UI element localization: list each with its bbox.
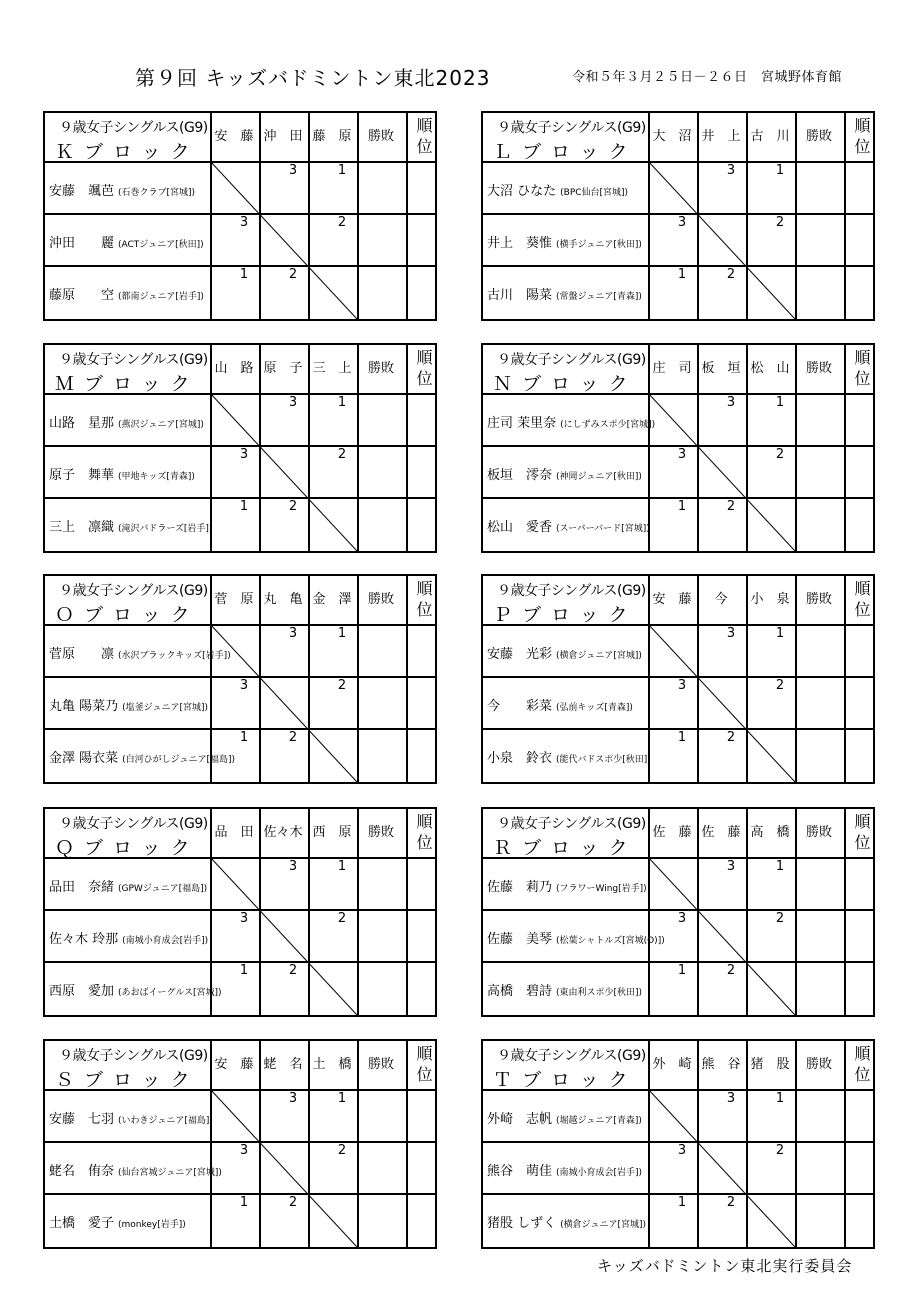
player-club: (常盤ジュニア[青森]) [556, 292, 642, 302]
column-header: 西 原 [312, 825, 352, 840]
column-header: 山 路 [214, 361, 254, 376]
player-name: 品田 奈緒 [49, 880, 115, 895]
win-loss-header: 勝敗 [805, 361, 832, 376]
player-row [49, 980, 222, 999]
player-name: 佐藤 莉乃 [487, 880, 553, 895]
block-header [483, 1041, 648, 1089]
match-score: 2 [337, 1143, 347, 1158]
match-score: 2 [726, 267, 736, 282]
category-label: ９歳女子シングルス(G9) [497, 1048, 646, 1064]
player-row [487, 232, 642, 251]
block-t [481, 1039, 875, 1249]
rank-header-top: 順 [416, 812, 433, 831]
win-loss-header: 勝敗 [367, 129, 394, 144]
match-score: 3 [726, 163, 736, 178]
player-name: 佐々木 玲那 [49, 932, 119, 947]
rank-header-bottom: 位 [854, 833, 871, 852]
organizer-footer: キッズバドミントン東北実行委員会 [597, 1257, 853, 1275]
block-header [45, 1041, 210, 1089]
player-name: 小泉 鈴衣 [487, 751, 553, 766]
column-header: 丸 亀 [263, 592, 303, 607]
player-row [49, 412, 204, 431]
rank-header-bottom: 位 [416, 137, 433, 156]
match-score: 2 [288, 730, 298, 745]
grid-vline [844, 576, 846, 782]
match-score: 3 [677, 447, 687, 462]
column-header: 藤 原 [312, 129, 352, 144]
self-match-diagonal [210, 1089, 357, 1247]
player-name: 熊谷 萌佳 [487, 1164, 553, 1179]
match-score: 1 [775, 395, 785, 410]
self-match-diagonal [648, 624, 795, 782]
match-score: 1 [337, 163, 347, 178]
player-club: (石巻クラブ[宮城]) [118, 188, 196, 198]
match-score: 3 [239, 911, 249, 926]
match-score: 3 [288, 859, 298, 874]
page-title: 第９回 キッズバドミントン東北2023 [135, 66, 491, 90]
player-row [49, 928, 208, 947]
match-score: 2 [288, 1195, 298, 1210]
match-score: 2 [775, 911, 785, 926]
match-score: 3 [288, 163, 298, 178]
block-name: Ｌブロック [493, 141, 638, 163]
player-name: 菅原 凛 [49, 647, 115, 662]
column-header: 佐々木 [263, 825, 303, 840]
column-header: 佐 藤 [652, 825, 692, 840]
block-m [43, 343, 437, 553]
player-name: 安藤 光彩 [487, 647, 553, 662]
column-header: 熊 谷 [701, 1057, 741, 1072]
match-score: 1 [775, 859, 785, 874]
self-match-diagonal [210, 857, 357, 1015]
match-score: 1 [677, 963, 687, 978]
rank-header-bottom: 位 [854, 600, 871, 619]
player-club: (南城小育成会[岩手]) [122, 936, 209, 946]
win-loss-header: 勝敗 [367, 825, 394, 840]
player-name: 今 彩菜 [487, 699, 553, 714]
player-name: 金澤 陽衣菜 [49, 751, 119, 766]
column-header: 品 田 [214, 825, 254, 840]
match-score: 1 [239, 963, 249, 978]
player-row [49, 464, 195, 483]
player-name: 古川 陽菜 [487, 288, 553, 303]
rank-header-bottom: 位 [416, 369, 433, 388]
player-row [487, 516, 650, 535]
column-header: 沖 田 [263, 129, 303, 144]
block-n [481, 343, 875, 553]
win-loss-header: 勝敗 [805, 129, 832, 144]
match-score: 1 [239, 1195, 249, 1210]
player-row [49, 747, 235, 766]
rank-header-top: 順 [416, 1044, 433, 1063]
player-club: (にしずみスポ少[宮城]) [560, 420, 656, 430]
player-row [487, 284, 642, 303]
rank-header-bottom: 位 [854, 1065, 871, 1084]
match-score: 2 [726, 1195, 736, 1210]
grid-vline [844, 1041, 846, 1247]
player-club: (松葉シャトルズ[宮城(O)]) [556, 936, 665, 946]
player-row [487, 747, 651, 766]
block-name: Ｒブロック [493, 837, 638, 859]
player-name: 井上 葵惟 [487, 236, 553, 251]
match-score: 1 [337, 626, 347, 641]
player-row [487, 1212, 646, 1231]
block-r [481, 807, 875, 1017]
block-o [43, 574, 437, 784]
column-header: 猪 股 [750, 1057, 790, 1072]
match-score: 3 [288, 1091, 298, 1106]
player-name: 外崎 志帆 [487, 1112, 553, 1127]
block-header [45, 113, 210, 161]
match-score: 1 [337, 1091, 347, 1106]
player-name: 蛯名 侑奈 [49, 1164, 115, 1179]
block-header [483, 576, 648, 624]
player-row [49, 1108, 213, 1127]
player-club: (滝沢バドラーズ[岩手]) [118, 524, 213, 534]
column-header: 原 子 [263, 361, 303, 376]
self-match-diagonal [210, 161, 357, 319]
player-club: (水沢ブラックキッズ[岩手]) [118, 651, 231, 661]
block-header [483, 345, 648, 393]
player-club: (白河ひがしジュニア[福島]) [122, 755, 236, 765]
rank-header-bottom: 位 [416, 833, 433, 852]
match-score: 1 [337, 859, 347, 874]
match-score: 2 [337, 678, 347, 693]
category-label: ９歳女子シングルス(G9) [59, 583, 208, 599]
match-score: 1 [775, 626, 785, 641]
grid-vline [406, 1041, 408, 1247]
match-score: 2 [288, 963, 298, 978]
column-header: 庄 司 [652, 361, 692, 376]
player-row [49, 1160, 222, 1179]
match-score: 2 [337, 911, 347, 926]
match-score: 1 [337, 395, 347, 410]
block-name: Ｐブロック [493, 604, 638, 626]
match-score: 2 [288, 267, 298, 282]
grid-vline [406, 809, 408, 1015]
match-score: 3 [288, 626, 298, 641]
player-name: 原子 舞華 [49, 468, 115, 483]
player-row [487, 980, 642, 999]
rank-header-top: 順 [854, 812, 871, 831]
grid-vline [844, 345, 846, 551]
block-name: Ｓブロック [55, 1069, 200, 1091]
player-club: (横倉ジュニア[宮城]) [560, 1220, 647, 1230]
player-name: 松山 愛香 [487, 520, 553, 535]
player-row [487, 876, 647, 895]
player-row [49, 516, 212, 535]
match-score: 1 [239, 267, 249, 282]
player-row [49, 643, 231, 662]
rank-header-top: 順 [854, 348, 871, 367]
match-score: 3 [677, 911, 687, 926]
block-name: Ｑブロック [55, 837, 200, 859]
grid-vline [844, 809, 846, 1015]
event-date-venue: 令和５年３月２５日－２６日 宮城野体育館 [572, 70, 843, 85]
win-loss-header: 勝敗 [367, 361, 394, 376]
match-score: 2 [337, 447, 347, 462]
player-row [487, 1108, 642, 1127]
player-row [49, 876, 207, 895]
column-header: 菅 原 [214, 592, 254, 607]
player-row [487, 695, 633, 714]
rank-header-bottom: 位 [854, 369, 871, 388]
player-row [487, 1160, 642, 1179]
column-header: 蛯 名 [263, 1057, 303, 1072]
match-score: 2 [337, 215, 347, 230]
grid-vline [406, 345, 408, 551]
player-name: 土橋 愛子 [49, 1216, 115, 1231]
match-score: 2 [288, 499, 298, 514]
column-header: 板 垣 [701, 361, 741, 376]
block-header [483, 809, 648, 857]
rank-header-bottom: 位 [416, 1065, 433, 1084]
rank-header-top: 順 [416, 116, 433, 135]
category-label: ９歳女子シングルス(G9) [497, 120, 646, 136]
rank-header-top: 順 [416, 348, 433, 367]
player-club: (東由利スポ少[秋田]) [556, 988, 643, 998]
player-name: 藤原 空 [49, 288, 115, 303]
column-header: 古 川 [750, 129, 790, 144]
player-name: 沖田 麗 [49, 236, 115, 251]
block-name: Ｋブロック [55, 141, 200, 163]
player-club: (甲地キッズ[青森]) [118, 472, 195, 482]
block-name: Ｍブロック [55, 373, 200, 395]
block-name: Ｔブロック [493, 1069, 638, 1091]
match-score: 3 [677, 678, 687, 693]
player-club: (ACTジュニア[秋田]) [118, 240, 204, 250]
category-label: ９歳女子シングルス(G9) [497, 352, 646, 368]
player-name: 板垣 澪奈 [487, 468, 553, 483]
column-header: 佐 藤 [701, 825, 741, 840]
match-score: 1 [775, 163, 785, 178]
player-row [49, 180, 195, 199]
player-name: 大沼 ひなた [487, 184, 557, 199]
match-score: 2 [726, 499, 736, 514]
self-match-diagonal [210, 624, 357, 782]
player-name: 佐藤 美琴 [487, 932, 553, 947]
player-row [487, 464, 642, 483]
block-header [45, 345, 210, 393]
player-club: (スーパーバード[宮城]) [556, 524, 650, 534]
player-row [487, 180, 628, 199]
player-row [49, 284, 204, 303]
win-loss-header: 勝敗 [367, 1057, 394, 1072]
match-score: 1 [775, 1091, 785, 1106]
player-row [49, 695, 208, 714]
self-match-diagonal [648, 393, 795, 551]
column-header: 松 山 [750, 361, 790, 376]
match-score: 3 [677, 215, 687, 230]
rank-header-top: 順 [416, 579, 433, 598]
block-l [481, 111, 875, 321]
block-q [43, 807, 437, 1017]
match-score: 1 [677, 267, 687, 282]
category-label: ９歳女子シングルス(G9) [59, 816, 208, 832]
win-loss-header: 勝敗 [805, 825, 832, 840]
column-header: 安 藤 [652, 592, 692, 607]
player-name: 西原 愛加 [49, 984, 115, 999]
self-match-diagonal [648, 857, 795, 1015]
column-header: 高 橋 [750, 825, 790, 840]
player-club: (仙台宮城ジュニア[宮城]) [118, 1168, 222, 1178]
column-header: 小 泉 [750, 592, 790, 607]
block-header [45, 576, 210, 624]
rank-header-top: 順 [854, 116, 871, 135]
match-score: 3 [726, 1091, 736, 1106]
match-score: 1 [677, 499, 687, 514]
match-score: 3 [239, 215, 249, 230]
match-score: 3 [239, 1143, 249, 1158]
player-club: (横手ジュニア[秋田]) [556, 240, 642, 250]
win-loss-header: 勝敗 [805, 592, 832, 607]
player-name: 高橋 碧詩 [487, 984, 553, 999]
category-label: ９歳女子シングルス(G9) [59, 352, 208, 368]
player-name: 猪股 しずく [487, 1216, 557, 1231]
match-score: 3 [239, 447, 249, 462]
grid-vline [406, 113, 408, 319]
player-row [487, 928, 665, 947]
block-s [43, 1039, 437, 1249]
player-club: (いわきジュニア[福島]) [118, 1116, 213, 1126]
column-header: 安 藤 [214, 1057, 254, 1072]
match-score: 2 [775, 447, 785, 462]
match-score: 1 [239, 499, 249, 514]
self-match-diagonal [648, 1089, 795, 1247]
grid-vline [844, 113, 846, 319]
rank-header-bottom: 位 [854, 137, 871, 156]
player-club: (GPWジュニア[福島]) [118, 884, 208, 894]
category-label: ９歳女子シングルス(G9) [59, 1048, 208, 1064]
block-k [43, 111, 437, 321]
player-club: (南城小育成会[岩手]) [556, 1168, 643, 1178]
win-loss-header: 勝敗 [805, 1057, 832, 1072]
column-header: 安 藤 [214, 129, 254, 144]
player-club: (燕沢ジュニア[宮城]) [118, 420, 204, 430]
block-name: Ｎブロック [493, 373, 638, 395]
player-club: (弘前キッズ[青森]) [556, 703, 633, 713]
player-row [49, 1212, 186, 1231]
player-name: 三上 凛織 [49, 520, 115, 535]
category-label: ９歳女子シングルス(G9) [59, 120, 208, 136]
column-header: 金 澤 [312, 592, 352, 607]
column-header: 外 崎 [652, 1057, 692, 1072]
player-club: (フラワーWing[岩手]) [556, 884, 647, 894]
player-name: 山路 星那 [49, 416, 115, 431]
player-club: (神岡ジュニア[秋田]) [556, 472, 642, 482]
player-club: (塩釜ジュニア[宮城]) [122, 703, 209, 713]
column-header: 三 上 [312, 361, 352, 376]
match-score: 3 [726, 859, 736, 874]
player-name: 丸亀 陽菜乃 [49, 699, 119, 714]
match-score: 1 [677, 730, 687, 745]
grid-vline [406, 576, 408, 782]
player-club: (都南ジュニア[岩手]) [118, 292, 204, 302]
player-club: (monkey[岩手]) [118, 1220, 186, 1230]
block-p [481, 574, 875, 784]
match-score: 2 [726, 730, 736, 745]
match-score: 3 [677, 1143, 687, 1158]
player-club: (堀越ジュニア[青森]) [556, 1116, 642, 1126]
block-header [483, 113, 648, 161]
block-name: Ｏブロック [55, 604, 200, 626]
self-match-diagonal [210, 393, 357, 551]
match-score: 2 [726, 963, 736, 978]
column-header: 井 上 [701, 129, 741, 144]
player-row [49, 232, 204, 251]
player-club: (能代バドスポ少[秋田]) [556, 755, 651, 765]
self-match-diagonal [648, 161, 795, 319]
player-club: (BPC仙台[宮城]) [560, 188, 629, 198]
column-header: 土 橋 [312, 1057, 352, 1072]
block-header [45, 809, 210, 857]
match-score: 2 [775, 678, 785, 693]
match-score: 2 [775, 215, 785, 230]
player-name: 安藤 七羽 [49, 1112, 115, 1127]
player-club: (横倉ジュニア[宮城]) [556, 651, 642, 661]
category-label: ９歳女子シングルス(G9) [497, 583, 646, 599]
match-score: 3 [239, 678, 249, 693]
player-row [487, 643, 642, 662]
rank-header-top: 順 [854, 1044, 871, 1063]
match-score: 2 [775, 1143, 785, 1158]
rank-header-bottom: 位 [416, 600, 433, 619]
match-score: 3 [726, 395, 736, 410]
category-label: ９歳女子シングルス(G9) [497, 816, 646, 832]
match-score: 3 [726, 626, 736, 641]
player-name: 安藤 颯芭 [49, 184, 115, 199]
match-score: 1 [677, 1195, 687, 1210]
match-score: 3 [288, 395, 298, 410]
column-header: 今 [714, 592, 728, 607]
column-header: 大 沼 [652, 129, 692, 144]
player-name: 庄司 茉里奈 [487, 416, 557, 431]
match-score: 1 [239, 730, 249, 745]
rank-header-top: 順 [854, 579, 871, 598]
player-row [487, 412, 655, 431]
win-loss-header: 勝敗 [367, 592, 394, 607]
player-club: (あおばイーグルス[宮城]) [118, 988, 222, 998]
